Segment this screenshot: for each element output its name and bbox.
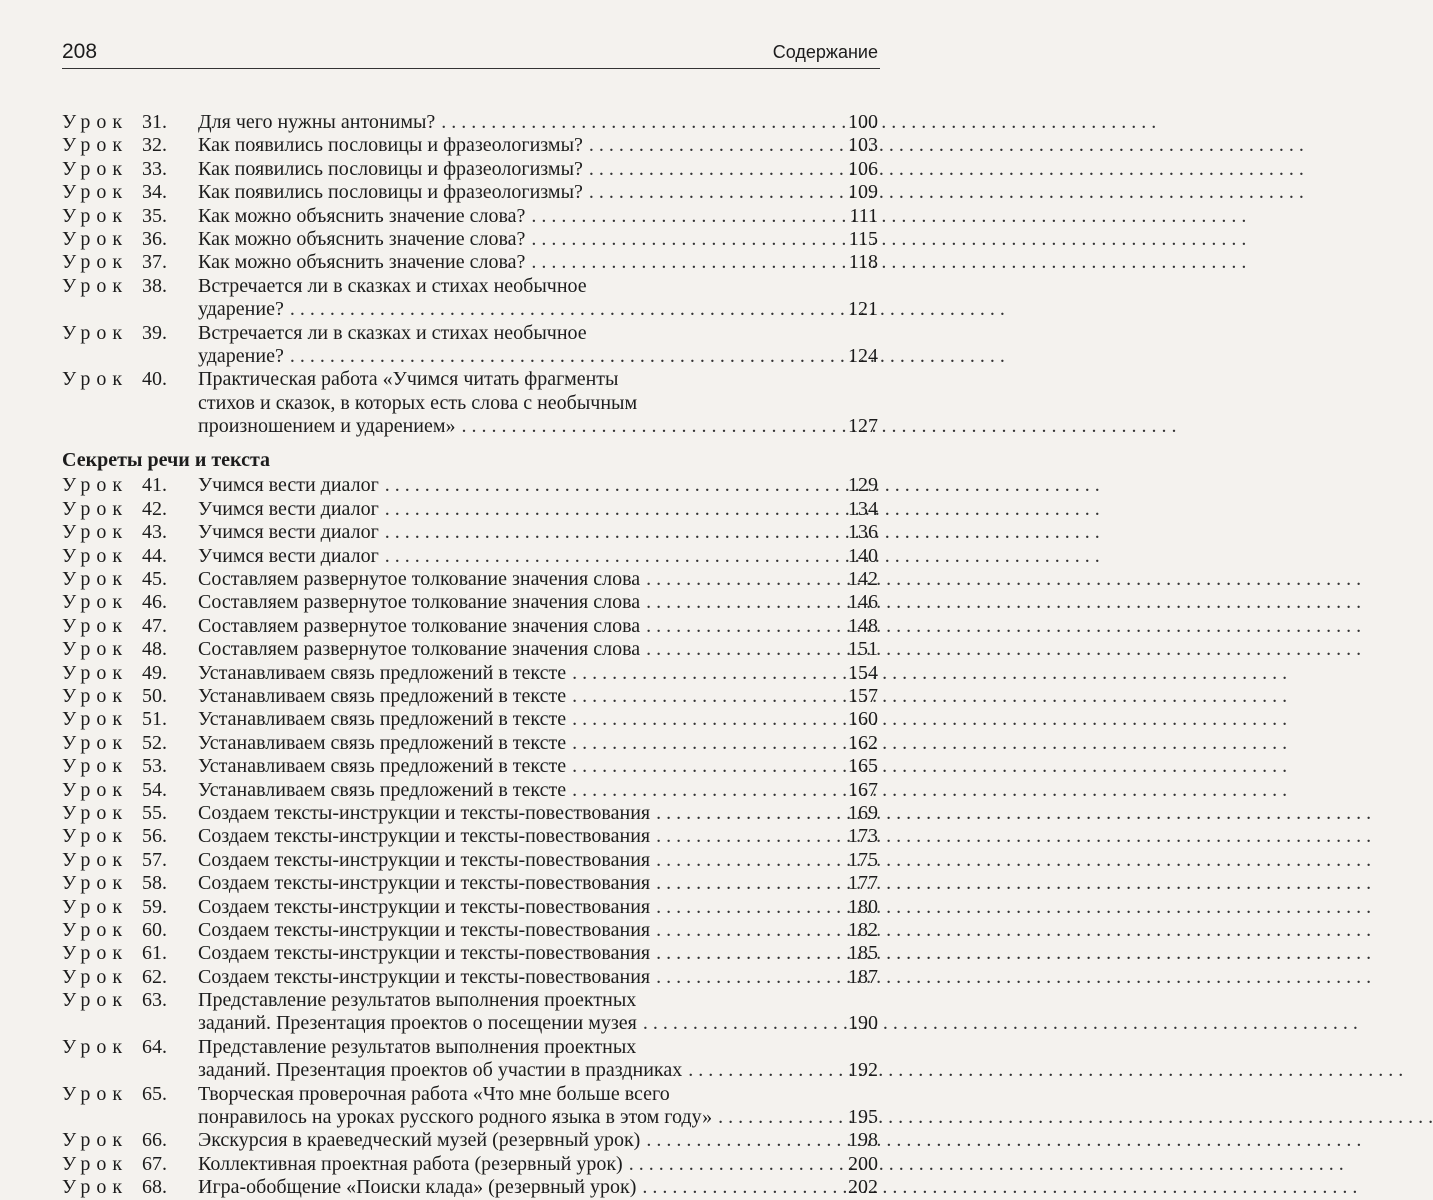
toc-entry[interactable] [62, 802, 878, 825]
dot-leader [379, 521, 844, 544]
toc-entry[interactable] [62, 779, 878, 802]
lesson-number: 40. [142, 368, 167, 391]
lesson-word: Урок [62, 801, 129, 824]
lesson-word: Урок [62, 1082, 129, 1105]
page-ref: 173 [848, 825, 878, 848]
toc-line [62, 755, 878, 778]
toc-line [62, 1153, 878, 1176]
toc-line [62, 275, 878, 298]
lesson-title: Учимся вести диалог [198, 497, 379, 520]
lesson-word: Урок [62, 181, 129, 204]
lesson-title: Создаем тексты-инструкции и тексты-повествования [198, 825, 651, 848]
page-ref: 154 [848, 661, 878, 684]
toc-entry[interactable] [62, 989, 878, 1036]
lesson-title: произношением и ударением» [198, 415, 456, 438]
page-ref: 177 [848, 872, 878, 895]
lesson-word: Урок [62, 731, 129, 754]
lesson-word: Урок [62, 1035, 129, 1058]
toc-line [62, 474, 878, 497]
toc-line [62, 591, 878, 614]
toc-line [62, 989, 878, 1012]
lesson-title: заданий. Презентация проектов об участии в праздниках [198, 1059, 683, 1082]
toc-entry[interactable] [62, 521, 878, 544]
toc-line [62, 615, 878, 638]
dot-leader [640, 615, 844, 638]
lesson-title: ударение? [198, 344, 284, 367]
toc-line [62, 849, 878, 872]
toc-line [62, 872, 878, 895]
toc-entry[interactable] [62, 205, 878, 228]
page-ref: 115 [848, 227, 878, 250]
lesson-word: Урок [62, 825, 129, 848]
toc-line [62, 498, 878, 521]
lesson-number: 48. [142, 638, 167, 661]
dot-leader [650, 942, 844, 965]
lesson-title: Как можно объяснить значение слова? [198, 227, 526, 250]
toc-line [62, 919, 878, 942]
dot-leader [379, 474, 844, 497]
page-ref: 148 [848, 614, 878, 637]
dot-leader [636, 1176, 844, 1199]
lesson-number: 54. [142, 778, 167, 801]
toc-entry[interactable] [62, 1129, 878, 1152]
page-ref: 195 [848, 1106, 878, 1129]
lesson-word: Урок [62, 251, 129, 274]
dot-leader [583, 181, 844, 204]
lesson-title: Составляем развернутое толкование значения слова [198, 591, 641, 614]
page-ref: 192 [848, 1059, 878, 1082]
lesson-number: 66. [142, 1129, 167, 1152]
toc-line [62, 825, 878, 848]
lesson-number: 63. [142, 989, 167, 1012]
page-ref: 136 [848, 521, 878, 544]
lesson-number: 33. [142, 157, 167, 180]
lesson-title: Учимся вести диалог [198, 521, 379, 544]
toc-entry[interactable] [62, 181, 878, 204]
dot-leader [650, 896, 844, 919]
lesson-title: Как появились пословицы и фразеологизмы? [198, 157, 583, 180]
lesson-number: 44. [142, 544, 167, 567]
toc-line [62, 802, 878, 825]
lesson-word: Урок [62, 918, 129, 941]
dot-leader [640, 1129, 844, 1152]
dot-leader [650, 825, 844, 848]
dot-leader [640, 638, 844, 661]
section-heading: Секреты речи и текста [62, 449, 271, 472]
lesson-number: 57. [142, 848, 167, 871]
dot-leader [284, 298, 844, 321]
page-ref: 106 [848, 157, 878, 180]
lesson-word: Урок [62, 1176, 129, 1199]
toc-line [62, 662, 878, 685]
page-ref: 134 [848, 497, 878, 520]
dot-leader [650, 919, 844, 942]
lesson-word: Урок [62, 591, 129, 614]
page-ref: 167 [848, 778, 878, 801]
toc-line [62, 392, 878, 415]
dot-leader [525, 205, 845, 228]
lesson-title: Экскурсия в краеведческий музей (резервный урок) [198, 1129, 641, 1152]
page-ref: 100 [848, 111, 878, 133]
lesson-word: Урок [62, 755, 129, 778]
toc-entry[interactable] [62, 825, 878, 848]
lesson-title: Игра-обобщение «Поиски клада» (резервный урок) [198, 1176, 637, 1199]
toc-entry[interactable] [62, 662, 878, 685]
toc-entry[interactable] [62, 919, 878, 942]
toc-line [62, 322, 878, 345]
toc-entry[interactable] [62, 942, 878, 965]
toc-entry[interactable] [62, 322, 878, 369]
dot-leader [712, 1106, 844, 1129]
lesson-word: Урок [62, 872, 129, 895]
dot-leader [566, 685, 844, 708]
lesson-title: Для чего нужны антонимы? [198, 111, 436, 133]
lesson-word: Урок [62, 321, 129, 344]
lesson-number: 50. [142, 684, 167, 707]
toc-line [62, 345, 878, 368]
lesson-title: Создаем тексты-инструкции и тексты-повествования [198, 895, 651, 918]
lesson-number: 56. [142, 825, 167, 848]
toc-line [62, 1036, 878, 1059]
toc-line [62, 1129, 878, 1152]
lesson-number: 55. [142, 801, 167, 824]
page-ref: 165 [848, 755, 878, 778]
lesson-title: Создаем тексты-инструкции и тексты-повествования [198, 942, 651, 965]
lesson-word: Урок [62, 157, 129, 180]
lesson-word: Урок [62, 661, 129, 684]
dot-leader [566, 732, 844, 755]
dot-leader [525, 251, 844, 274]
toc-line [62, 298, 878, 321]
lesson-number: 41. [142, 474, 167, 497]
lesson-number: 47. [142, 614, 167, 637]
page-header [62, 38, 880, 69]
toc-entry[interactable] [62, 872, 878, 895]
dot-leader [566, 779, 844, 802]
dot-leader [525, 228, 844, 251]
lesson-title: Коллективная проектная работа (резервный урок) [198, 1152, 623, 1175]
lesson-title: Представление результатов выполнения проектных [198, 1035, 637, 1058]
dot-leader [682, 1059, 844, 1082]
dot-leader [566, 662, 844, 685]
lesson-title: Учимся вести диалог [198, 544, 379, 567]
lesson-number: 62. [142, 965, 167, 988]
page-ref: 121 [848, 298, 878, 321]
page-ref: 127 [848, 415, 878, 438]
section-title: Содержание [772, 42, 878, 62]
toc-line [62, 368, 878, 391]
page-ref: 124 [848, 344, 878, 367]
lesson-title: Встречается ли в сказках и стихах необычное [198, 321, 587, 344]
lesson-title: Составляем развернутое толкование значения слова [198, 568, 641, 591]
toc-entry[interactable] [62, 498, 878, 521]
page-ref: 146 [848, 591, 878, 614]
page-ref: 198 [848, 1129, 878, 1152]
lesson-title: заданий. Презентация проектов о посещении музея [198, 1012, 637, 1035]
lesson-word: Урок [62, 942, 129, 965]
lesson-title: Как появились пословицы и фразеологизмы? [198, 134, 583, 157]
toc-entry[interactable] [62, 732, 878, 755]
lesson-title: Создаем тексты-инструкции и тексты-повествования [198, 801, 651, 824]
lesson-word: Урок [62, 895, 129, 918]
dot-leader [566, 755, 844, 778]
toc-line [62, 1106, 878, 1129]
toc-entry[interactable] [62, 966, 878, 989]
toc-entry[interactable] [62, 685, 878, 708]
lesson-number: 52. [142, 731, 167, 754]
lesson-word: Урок [62, 497, 129, 520]
toc-entry[interactable] [62, 1036, 878, 1083]
toc-entry[interactable] [62, 275, 878, 322]
toc-entry[interactable] [62, 474, 878, 497]
toc-line [62, 1083, 878, 1106]
lesson-word: Урок [62, 708, 129, 731]
toc-line [62, 415, 878, 438]
lesson-word: Урок [62, 227, 129, 250]
lesson-number: 68. [142, 1176, 167, 1199]
lesson-word: Урок [62, 1152, 129, 1175]
lesson-number: 35. [142, 204, 167, 227]
lesson-title: Создаем тексты-инструкции и тексты-повествования [198, 918, 651, 941]
toc-line [62, 568, 878, 591]
dot-leader [650, 802, 844, 825]
toc-line [62, 896, 878, 919]
dot-leader [284, 345, 844, 368]
dot-leader [379, 498, 844, 521]
lesson-number: 53. [142, 755, 167, 778]
toc-line [62, 228, 878, 251]
toc-line [62, 1012, 878, 1035]
page-ref: 190 [848, 1012, 878, 1035]
page-ref: 200 [848, 1152, 878, 1175]
page-ref: 111 [849, 204, 878, 227]
lesson-number: 34. [142, 181, 167, 204]
lesson-number: 42. [142, 497, 167, 520]
page-ref: 162 [848, 731, 878, 754]
lesson-word: Урок [62, 989, 129, 1012]
lesson-word: Урок [62, 474, 129, 497]
lesson-number: 45. [142, 568, 167, 591]
toc-entry[interactable] [62, 368, 878, 438]
toc-entry[interactable] [62, 134, 878, 157]
dot-leader [650, 966, 844, 989]
lesson-title: Создаем тексты-инструкции и тексты-повествования [198, 965, 651, 988]
toc-entry[interactable] [62, 755, 878, 778]
toc-entry[interactable] [62, 1176, 878, 1199]
lesson-word: Урок [62, 965, 129, 988]
toc-line [62, 111, 878, 134]
lesson-number: 65. [142, 1082, 167, 1105]
lesson-title: Встречается ли в сказках и стихах необычное [198, 274, 587, 297]
lesson-number: 32. [142, 134, 167, 157]
lesson-number: 64. [142, 1035, 167, 1058]
dot-leader [583, 158, 844, 181]
toc-line [62, 545, 878, 568]
lesson-number: 46. [142, 591, 167, 614]
lesson-number: 38. [142, 274, 167, 297]
lesson-title: понравилось на уроках русского родного языка в этом году» [198, 1106, 713, 1129]
toc-entry[interactable] [62, 708, 878, 731]
toc-line [62, 251, 878, 274]
page-ref: 151 [848, 638, 878, 661]
lesson-title: стихов и сказок, в которых есть слова с необычным [198, 391, 638, 414]
toc-line [62, 779, 878, 802]
lesson-number: 31. [142, 111, 167, 133]
dot-leader [435, 111, 844, 134]
toc-line [62, 521, 878, 544]
lesson-word: Урок [62, 568, 129, 591]
toc-entry[interactable] [62, 545, 878, 568]
lesson-word: Урок [62, 521, 129, 544]
page-number: 208 [62, 40, 98, 63]
toc-entry[interactable] [62, 568, 878, 591]
toc-line [62, 205, 878, 228]
lesson-word: Урок [62, 638, 129, 661]
lesson-word: Урок [62, 778, 129, 801]
toc-entry[interactable] [62, 638, 878, 661]
lesson-title: ударение? [198, 298, 284, 321]
toc-line [62, 1176, 878, 1199]
lesson-word: Урок [62, 544, 129, 567]
lesson-title: Как можно объяснить значение слова? [198, 204, 526, 227]
lesson-title: Практическая работа «Учимся читать фрагменты [198, 368, 619, 391]
dot-leader [456, 415, 844, 438]
dot-leader [640, 591, 844, 614]
lesson-word: Урок [62, 1129, 129, 1152]
lesson-title: Создаем тексты-инструкции и тексты-повествования [198, 848, 651, 871]
page-ref: 160 [848, 708, 878, 731]
lesson-title: Как появились пословицы и фразеологизмы? [198, 181, 583, 204]
dot-leader [640, 568, 844, 591]
lesson-word: Урок [62, 614, 129, 637]
toc-entry[interactable] [62, 896, 878, 919]
lesson-number: 37. [142, 251, 167, 274]
table-of-contents [62, 111, 878, 1200]
lesson-title: Представление результатов выполнения проектных [198, 989, 637, 1012]
dot-leader [583, 134, 844, 157]
toc-entry[interactable] [62, 849, 878, 872]
lesson-word: Урок [62, 368, 129, 391]
lesson-title: Устанавливаем связь предложений в тексте [198, 661, 567, 684]
dot-leader [379, 545, 844, 568]
toc-line [62, 1059, 878, 1082]
toc-line [62, 685, 878, 708]
page-ref: 142 [848, 568, 878, 591]
lesson-number: 49. [142, 661, 167, 684]
toc-line [62, 158, 878, 181]
lesson-number: 59. [142, 895, 167, 918]
lesson-title: Устанавливаем связь предложений в тексте [198, 778, 567, 801]
lesson-number: 36. [142, 227, 167, 250]
page-ref: 185 [848, 942, 878, 965]
page-ref: 109 [848, 181, 878, 204]
lesson-word: Урок [62, 684, 129, 707]
toc-line [62, 638, 878, 661]
page-ref: 157 [848, 684, 878, 707]
page-ref: 118 [848, 251, 878, 274]
lesson-number: 58. [142, 872, 167, 895]
page-ref: 187 [848, 965, 878, 988]
lesson-word: Урок [62, 204, 129, 227]
toc-entry[interactable] [62, 1083, 878, 1130]
toc-entry[interactable] [62, 251, 878, 274]
lesson-word: Урок [62, 134, 129, 157]
lesson-number: 51. [142, 708, 167, 731]
lesson-title: Составляем развернутое толкование значения слова [198, 614, 641, 637]
lesson-title: Как можно объяснить значение слова? [198, 251, 526, 274]
toc-line [62, 708, 878, 731]
lesson-number: 61. [142, 942, 167, 965]
lesson-title: Устанавливаем связь предложений в тексте [198, 755, 567, 778]
toc-line [62, 181, 878, 204]
toc-entry[interactable] [62, 1153, 878, 1176]
page-ref: 129 [848, 474, 878, 497]
lesson-title: Творческая проверочная работа «Что мне больше всего [198, 1082, 670, 1105]
page-ref: 175 [848, 848, 878, 871]
lesson-title: Устанавливаем связь предложений в тексте [198, 731, 567, 754]
dot-leader [650, 872, 844, 895]
page-ref: 180 [848, 895, 878, 918]
lesson-title: Создаем тексты-инструкции и тексты-повествования [198, 872, 651, 895]
toc-entry[interactable] [62, 615, 878, 638]
lesson-number: 43. [142, 521, 167, 544]
lesson-title: Устанавливаем связь предложений в тексте [198, 684, 567, 707]
toc-entry[interactable] [62, 591, 878, 614]
lesson-number: 67. [142, 1152, 167, 1175]
lesson-number: 60. [142, 918, 167, 941]
lesson-word: Урок [62, 274, 129, 297]
lesson-number: 39. [142, 321, 167, 344]
toc-line [62, 942, 878, 965]
page-ref: 169 [848, 801, 878, 824]
dot-leader [623, 1153, 844, 1176]
toc-line [62, 732, 878, 755]
lesson-title: Составляем развернутое толкование значения слова [198, 638, 641, 661]
lesson-word: Урок [62, 111, 129, 133]
dot-leader [637, 1012, 844, 1035]
page-ref: 140 [848, 544, 878, 567]
toc-entry[interactable] [62, 111, 878, 134]
dot-leader [650, 849, 844, 872]
dot-leader [566, 708, 844, 731]
toc-line [62, 966, 878, 989]
page-ref: 202 [848, 1176, 878, 1199]
lesson-word: Урок [62, 848, 129, 871]
page-ref: 182 [848, 918, 878, 941]
toc-line [62, 134, 878, 157]
lesson-title: Устанавливаем связь предложений в тексте [198, 708, 567, 731]
toc-entry[interactable] [62, 158, 878, 181]
lesson-title: Учимся вести диалог [198, 474, 379, 497]
toc-entry[interactable] [62, 228, 878, 251]
page-ref: 103 [848, 134, 878, 157]
